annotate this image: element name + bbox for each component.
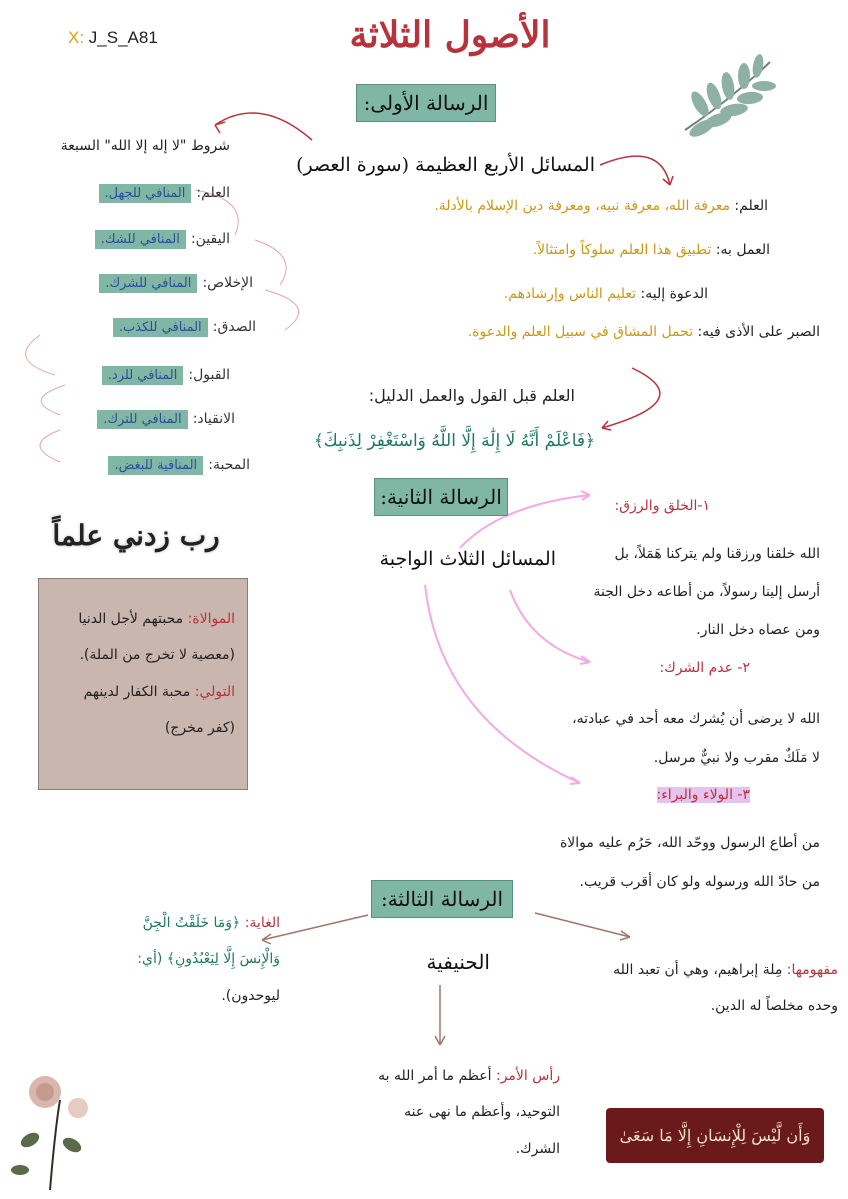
meaning-text: مِلة إبراهيم، وهي أن تعبد الله [613, 962, 783, 978]
s2-line: لا مَلَكٌ مقرب ولا نبيٌّ مرسل. [653, 750, 820, 767]
loyalty-text: محبة الكفار لدينهم [83, 683, 191, 700]
condition-value: المنافي للرد. [102, 366, 184, 385]
meaning-label: مفهومها: [786, 962, 838, 978]
third-heading: الحنيفية [426, 950, 490, 974]
first-heading: المسائل الأربع العظيمة (سورة العصر) [296, 154, 595, 176]
condition-row-2 [50, 228, 230, 247]
rose-flower-icon [11, 1076, 88, 1190]
second-message-box: الرسالة الثانية: [374, 478, 508, 516]
author-handle [68, 28, 158, 48]
s1-line: أرسل إلينا رسولاً، من أطاعه دخل الجنة [593, 583, 820, 600]
second-heading: المسائل الثلاث الواجبة [379, 548, 556, 570]
loyalty-text: محبتهم لأجل الدنيا [78, 611, 184, 627]
quote-box: وَأَن لَّيْسَ لِلْإِنسَانِ إِلَّا مَا سَعَىٰ [606, 1108, 824, 1163]
handle-prefix: X: [68, 28, 85, 47]
goal-verse-1: ﴿وَمَا خَلَقْتُ الْجِنَّ [142, 915, 241, 931]
condition-label: المحبة: [208, 457, 250, 473]
item-text: تطبيق هذا العلم سلوكاً وامتثالاً. [532, 242, 712, 258]
third-message-box: الرسالة الثالثة: [371, 880, 513, 918]
second-s1-body [560, 536, 820, 649]
first-item-1 [330, 198, 768, 215]
meaning-line-1 [570, 952, 838, 988]
first-item-4 [330, 324, 820, 341]
condition-value: المنافي للجهل. [99, 184, 192, 203]
s1-line: ومن عصاه دخل النار. [696, 621, 820, 638]
s3-line: من حادّ الله ورسوله ولو كان أقرب قريب. [579, 874, 820, 891]
third-meaning [570, 952, 838, 1025]
condition-row-1 [60, 182, 230, 201]
head-line-3: الشرك. [515, 1140, 560, 1157]
s1-line: الله خلقنا ورزقنا ولم يتركنا هَمَلاً، بل [614, 546, 820, 562]
condition-value: المنافي للشرك. [99, 274, 197, 293]
goal-line-3: ليوحدون). [221, 987, 280, 1004]
item-label: العمل به: [715, 242, 770, 258]
loyalty-line-3 [51, 674, 235, 710]
third-goal [50, 905, 280, 1014]
head-label: رأس الأمر: [495, 1068, 560, 1084]
loyalty-label: التولي: [194, 683, 235, 700]
condition-row-6 [60, 408, 235, 427]
condition-label: الصدق: [212, 319, 256, 335]
first-item-2 [400, 242, 770, 259]
condition-label: العلم: [196, 185, 230, 201]
goal-verse-2: وَالْإِنسَ إِلَّا لِيَعْبُدُونِ﴾ (أي: [137, 951, 280, 968]
first-rule: العلم قبل القول والعمل الدليل: [368, 386, 575, 405]
condition-value: المنافي للكذب. [113, 318, 208, 337]
first-message-box: الرسالة الأولى: [356, 84, 496, 122]
s2-line: الله لا يرضى أن يُشرك معه أحد في عبادته، [572, 711, 820, 727]
condition-value: المنافية للبغض. [108, 456, 203, 475]
item-label: العلم: [734, 198, 768, 214]
head-line-2: التوحيد، وأعظم ما نهى عنه [404, 1104, 560, 1121]
leaf-branch-icon [685, 53, 776, 140]
item-text: معرفة الله، معرفة نبيه، ومعرفة دين الإسلام بالأدلة. [434, 198, 730, 214]
loyalty-line-2: (معصية لا تخرج من الملة). [79, 647, 235, 664]
condition-label: القبول: [188, 367, 230, 383]
item-text: تحمل المشاق في سبيل العلم والدعوة. [467, 324, 694, 340]
loyalty-line-4: (كفر مخرج) [164, 720, 235, 737]
conditions-title: شروط "لا إله إلا الله" السبعة [60, 138, 230, 154]
condition-row-4 [30, 316, 256, 335]
second-s2-title: ٢- عدم الشرك: [659, 660, 750, 676]
loyalty-box [38, 578, 248, 790]
third-head [320, 1058, 560, 1167]
first-item-3 [440, 286, 708, 303]
condition-row-3 [10, 272, 253, 291]
item-label: الدعوة إليه: [640, 286, 708, 302]
condition-value: المنافي للشك. [95, 230, 186, 249]
condition-label: الإخلاص: [202, 275, 253, 291]
condition-row-5 [60, 364, 230, 383]
first-verse: ﴿فَاعْلَمْ أَنَّهُ لَا إِلَٰهَ إِلَّا اللَّهُ وَاسْتَغْفِرْ لِذَنبِكَ﴾ [313, 431, 595, 451]
item-label: الصبر على الأذى فيه: [697, 324, 820, 340]
s3-line: من أطاع الرسول ووحّد الله، حَرُم عليه موالاة [559, 835, 820, 851]
head-line-1 [320, 1058, 560, 1094]
goal-line-1 [50, 905, 280, 941]
second-s3-body [520, 824, 820, 902]
goal-line-2 [50, 941, 280, 977]
goal-label: الغاية: [244, 915, 280, 931]
handle-text: J_S_A81 [88, 28, 158, 47]
loyalty-label: الموالاة: [187, 611, 235, 627]
condition-value: المنافي للترك. [97, 410, 187, 429]
condition-label: اليقين: [190, 231, 230, 247]
second-s2-body [540, 700, 820, 778]
page-title: الأصول الثلاثة [349, 14, 551, 56]
s3-title-text: ٣- الولاء والبراء: [656, 787, 750, 803]
meaning-line-2: وحده مخلصاً له الدين. [710, 998, 838, 1015]
head-text: أعظم ما أمر الله به [378, 1068, 492, 1084]
condition-row-7 [40, 454, 250, 473]
item-text: تعليم الناس وإرشادهم. [503, 286, 637, 302]
loyalty-line-1 [51, 601, 235, 637]
sticker-text: رب زدني علماً [52, 519, 220, 552]
second-s1-title: ١-الخلق والرزق: [614, 498, 710, 514]
condition-label: الانقياد: [192, 411, 235, 427]
second-s3-title [600, 787, 750, 804]
